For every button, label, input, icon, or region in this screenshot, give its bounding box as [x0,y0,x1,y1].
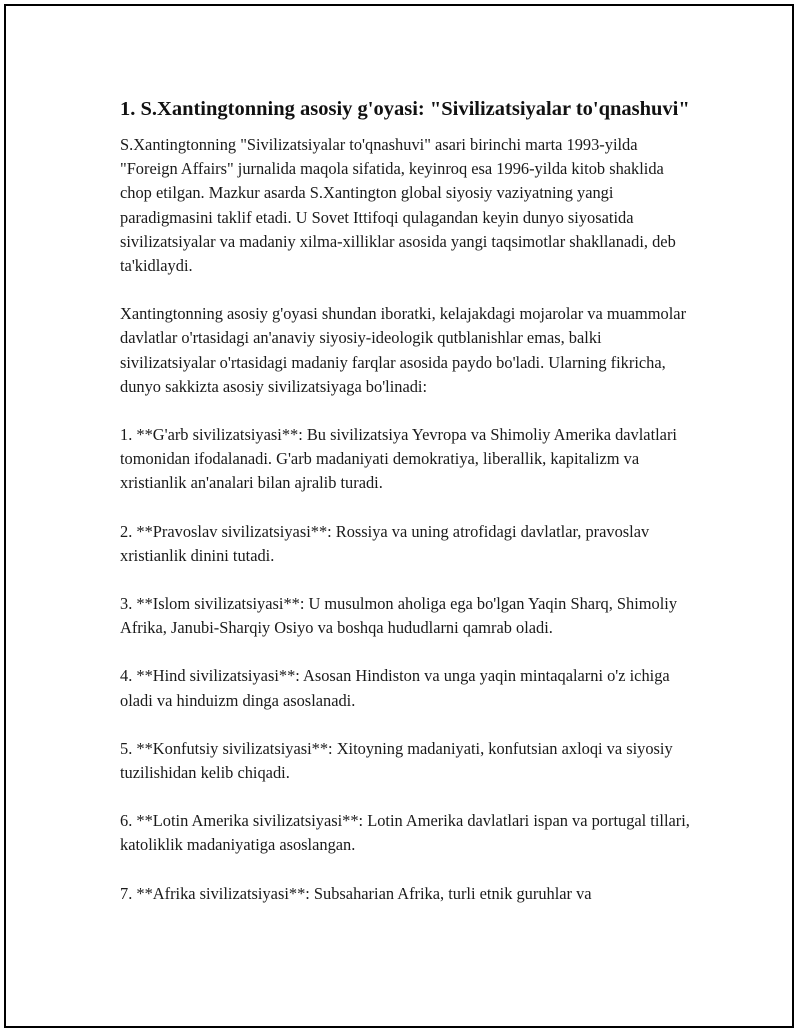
page-frame [4,4,794,1028]
list-item-african: 7. **Afrika sivilizatsiyasi**: Subsaharian Afrika, turli etnik guruhlar va [120,883,592,903]
list-item-confucian: 5. **Konfutsiy sivilizatsiyasi**: Xitoyning madaniyati, konfutsian axloqi va siyosiy tuzilishidan kelib chiqadi. [120,738,673,783]
list-item-latin-american: 6. **Lotin Amerika sivilizatsiyasi**: Lotin Amerika davlatlari ispan va portugal tillari, katoliklik madaniyatiga asoslangan. [120,811,690,855]
section-heading: 1. S.Xantingtonning asosiy g'oyasi: "Sivilizatsiyalar to'qnashuvi" [120,98,690,120]
document-body [120,96,690,930]
list-item-western: 1. **G'arb sivilizatsiyasi**: Bu sivilizatsiya Yevropa va Shimoliy Amerika davlatlari tomonidan ifodalanadi. G'arb madaniyati demokratiya, liberallik, kapitalizm va xristianlik an'analari bilan ajralib turadi. [120,425,677,493]
list-item-orthodox: 2. **Pravoslav sivilizatsiyasi**: Rossiya va uning atrofidagi davlatlar, pravoslav xristianlik dinini tutadi. [120,521,650,565]
list-item-islamic: 3. **Islom sivilizatsiyasi**: U musulmon aholiga ega bo'lgan Yaqin Sharq, Shimoliy Afrika, Janubi-Sharqiy Osiyo va boshqa hududlarni qamrab oladi. [120,594,678,638]
paragraph-intro: S.Xantingtonning "Sivilizatsiyalar to'qnashuvi" asari birinchi marta 1993-yilda "Foreign Affairs" jurnalida maqola sifatida, keyinroq esa 1996-yilda kitob shaklida chop etilgan. Mazkur asarda S.Xantington global siyosiy vaziyatning yangi paradigmasini taklif etadi. U Sovet Ittifoqi qulagandan keyin dunyo siyosatida sivilizatsiyalar va madaniy xilma-xilliklar asosida yangi taqsimotlar shakllanadi, deb ta'kidlaydi. [120,135,676,276]
paragraph-main-idea: Xantingtonning asosiy g'oyasi shundan iboratki, kelajakdagi mojarolar va muammolar davlatlar o'rtasidagi an'anaviy siyosiy-ideologik qutblanishlar emas, balki sivilizatsiyalar o'rtasidagi madaniy farqlar asosida paydo bo'ladi. Ularning fikricha, dunyo sakkizta asosiy sivilizatsiyaga bo'linadi: [120,304,687,396]
list-item-hindu: 4. **Hind sivilizatsiyasi**: Asosan Hindiston va unga yaqin mintaqalarni o'z ichiga oladi va hinduizm dinga asoslanadi. [120,666,670,710]
